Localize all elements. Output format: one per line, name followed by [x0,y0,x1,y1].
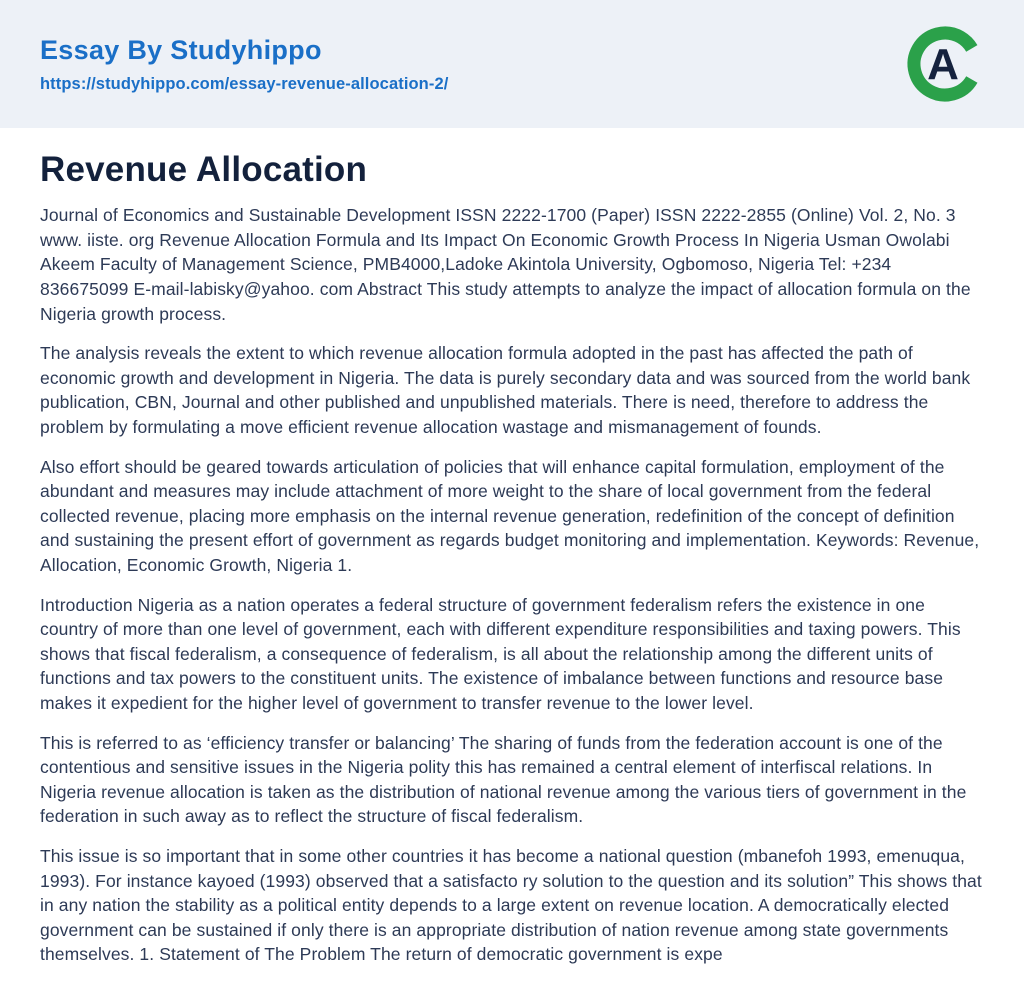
essay-paragraph: The analysis reveals the extent to which revenue allocation formula adopted in the past has affected the path of economic growth and development in Nigeria. The data is purely secondary data and was sourced from the world bank publication, CBN, Journal and other published and unpublished materials. There is need, therefore to address the problem by formulating a move efficient revenue allocation wastage and mismanagement of founds. [40,343,971,437]
header-text-block [40,34,448,95]
essay-paragraph: Also effort should be geared towards articulation of policies that will enhance capital formulation, employment of the abundant and measures may include attachment of more weight to the share of local government from the federal collected revenue, placing more emphasis on the internal revenue generation, redefinition of the concept of definition and sustaining the present effort of government as regards budget monitoring and implementation. Keywords: Revenue, Allocation, Economic Growth, Nigeria 1. [40,456,980,575]
essay-paragraph: Introduction Nigeria as a nation operates a federal structure of government federalism refers the existence in one country of more than one level of government, each with different expenditure responsibilities and taxing powers. This shows that fiscal federalism, a consequence of federalism, is all about the relationship among the different units of functions and tax powers to the constituent units. The existence of imbalance between functions and resource base makes it expedient for the higher level of government to transfer revenue to the lower level. [40,594,961,713]
page-header [0,0,1024,128]
essay-paragraph: This issue is so important that in some other countries it has become a national question (mbanefoh 1993, emenuqua, 1993). For instance kayoed (1993) observed that a satisfacto ry solution to the question and its solution” This shows that in any nation the stability as a political entity depends to a large extent on revenue location. A democratically elected government can be sustained if only there is an appropriate distribution of nation revenue among state governments themselves. 1. Statement of The Problem The return of democratic government is expe [40,845,982,965]
site-title: Essay By Studyhippo [40,34,322,65]
essay-paragraph: This is referred to as ‘efficiency transfer or balancing’ The sharing of funds from the federation account is one of the contentious and sensitive issues in the Nigeria polity this has remained a central element of interfiscal relations. In Nigeria revenue allocation is taken as the distribution of national revenue among the various tiers of government in the federation in such away as to reflect the structure of fiscal federalism. [40,732,967,827]
logo-letter: A [927,40,959,89]
studyhippo-logo[interactable] [904,23,986,105]
essay-content [0,150,1024,967]
essay-url-link[interactable]: https://studyhippo.com/essay-revenue-allocation-2/ [40,75,449,94]
essay-title: Revenue Allocation [40,150,368,189]
studyhippo-logo-icon [904,23,986,105]
essay-paragraph: Journal of Economics and Sustainable Development ISSN 2222-1700 (Paper) ISSN 2222-2855 (Online) Vol. 2, No. 3 www. iiste. org Revenue Allocation Formula and Its Impact On Economic Growth Process In Nigeria Usman Owolabi Akeem Faculty of Management Science, PMB4000,Ladoke Akintola University, Ogbomoso, Nigeria Tel: +234 836675099 E-mail-labisky@yahoo. com Abstract This study attempts to analyze the impact of allocation formula on the Nigeria growth process. [40,205,971,324]
